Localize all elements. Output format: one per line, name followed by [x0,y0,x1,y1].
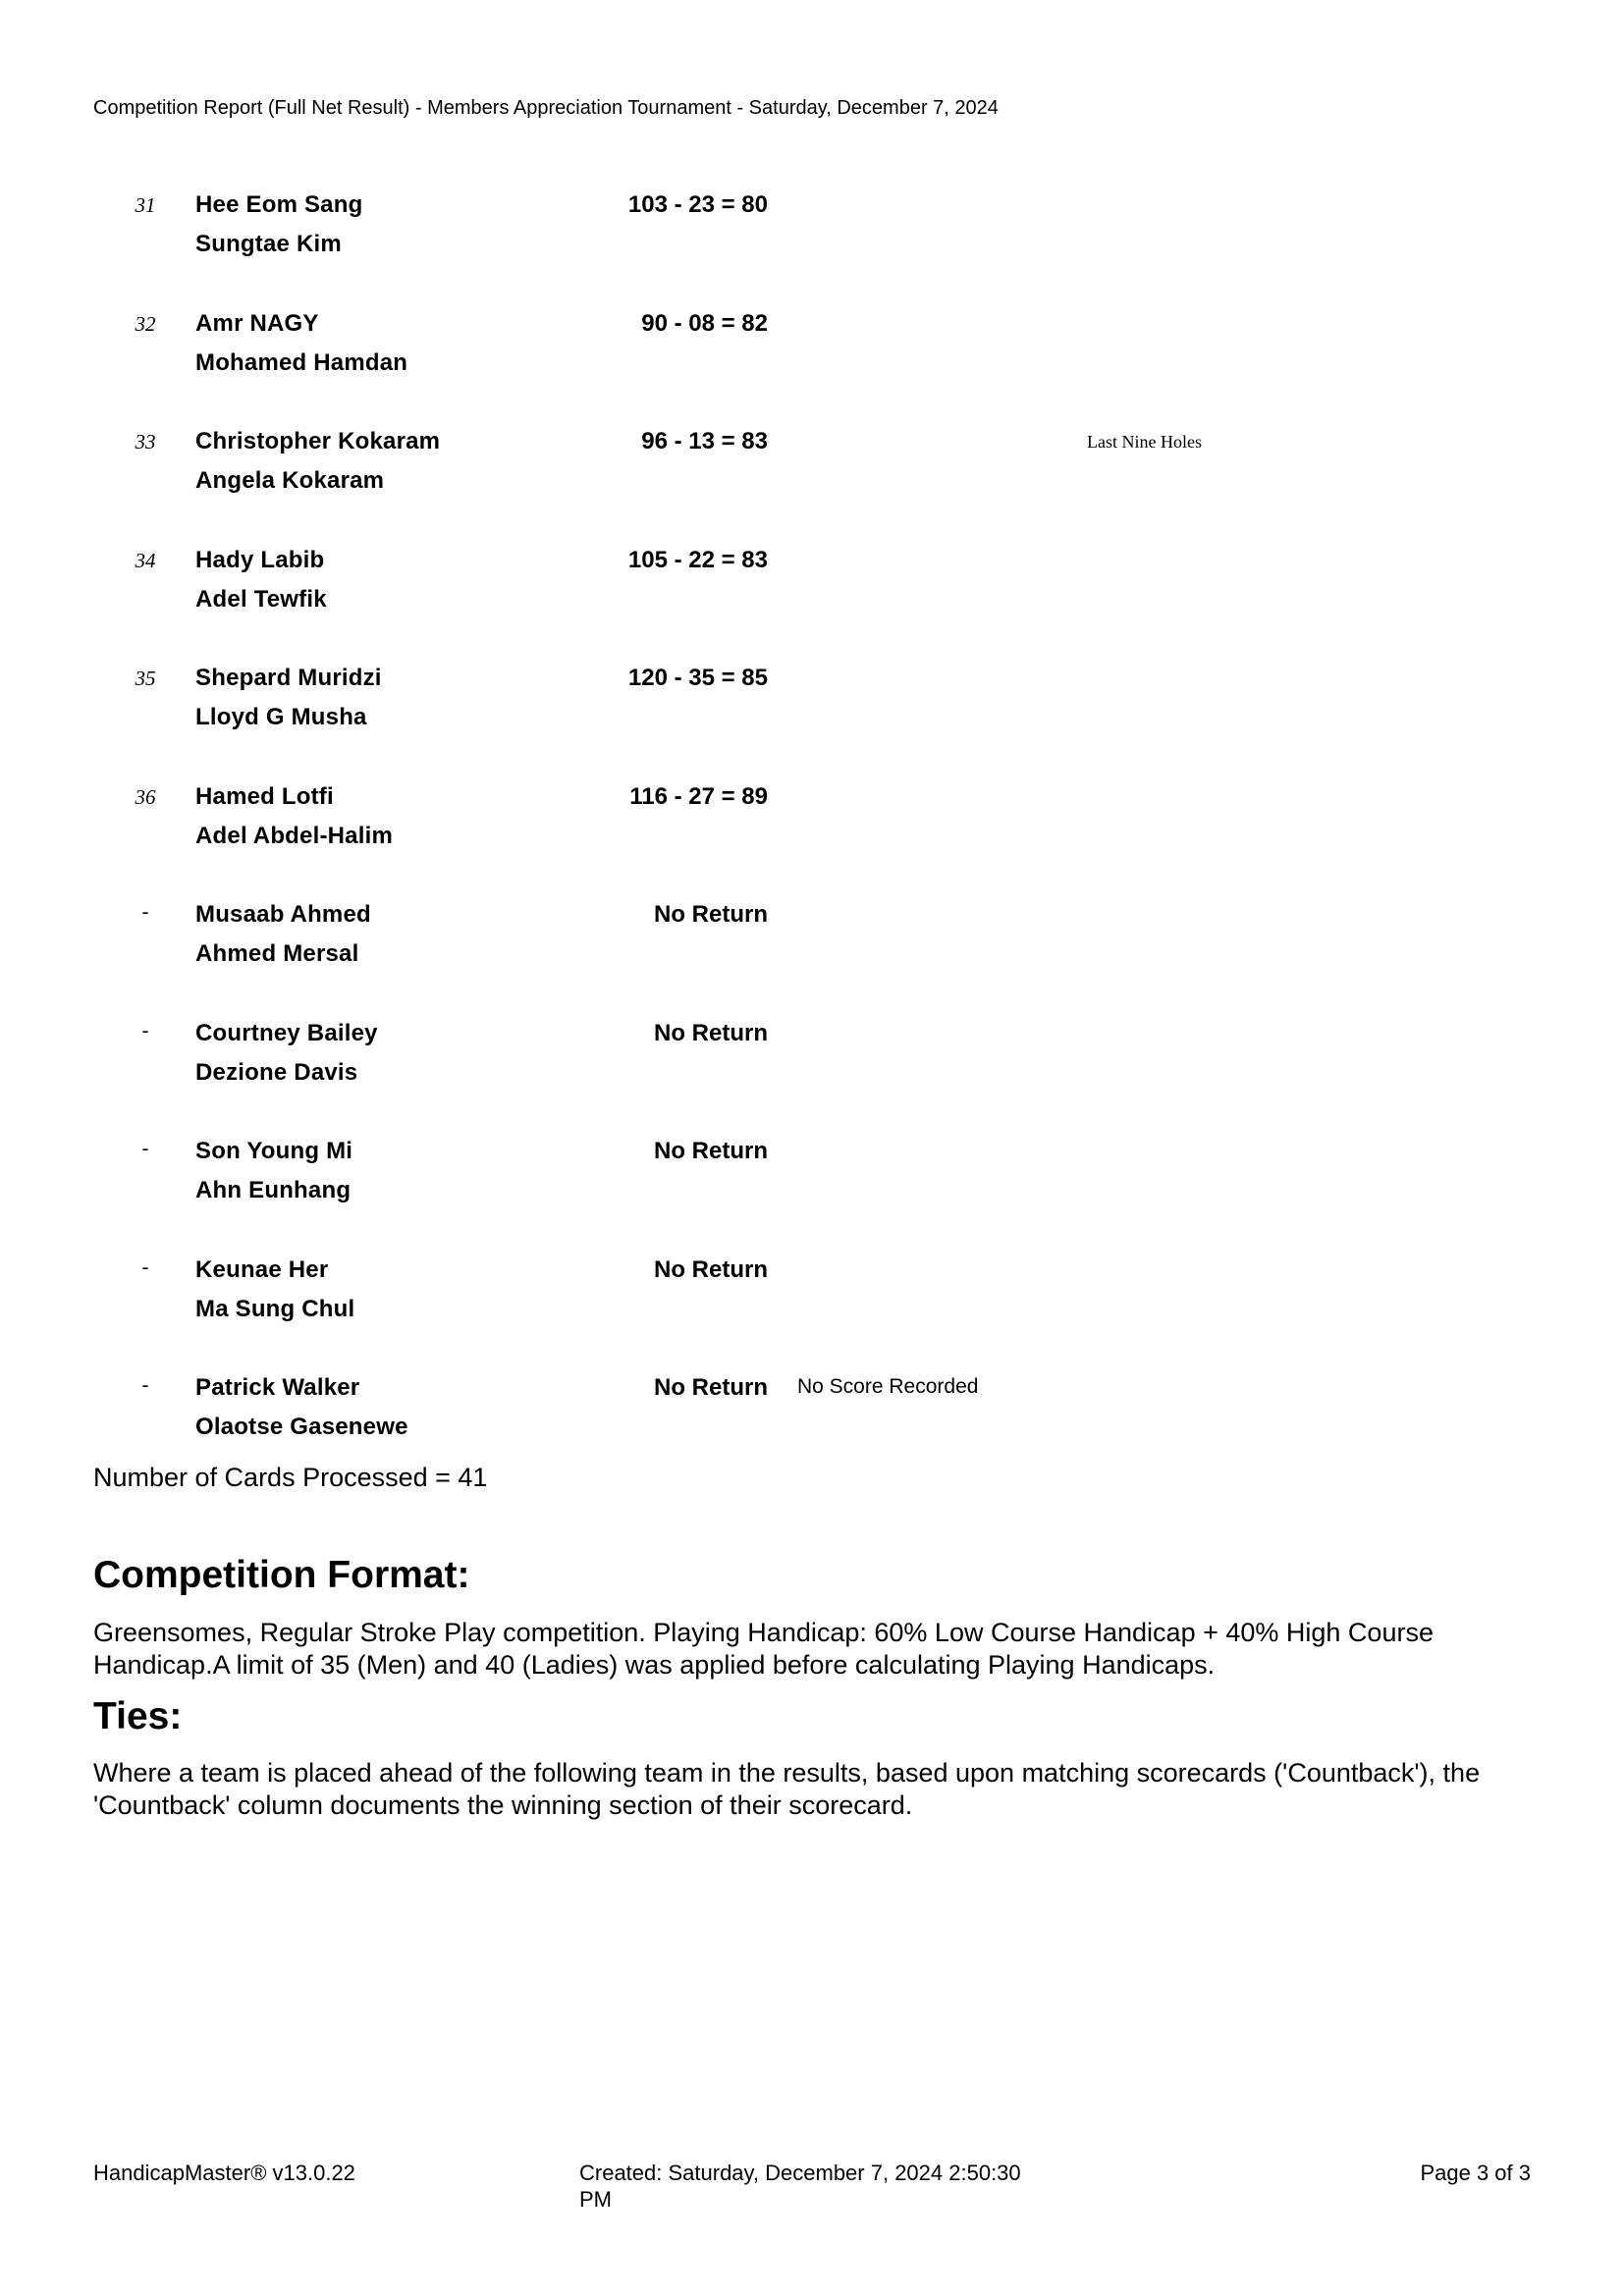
player-name-1: Shepard Muridzi [195,665,382,691]
result-score: No Return [654,1255,768,1283]
footer-created: Created: Saturday, December 7, 2024 2:50:30 PM [579,2161,1021,2212]
player-name-2: Adel Abdel-Halim [195,822,394,849]
result-row [0,1256,1624,1375]
player-name-1: Musaab Ahmed [195,901,371,928]
result-score: No Return [654,1374,768,1401]
footer-page: Page 3 of 3 [1420,2161,1531,2185]
result-position: - [141,1255,149,1279]
format-text: Greensomes, Regular Stroke Play competition. Playing Handicap: 60% Low Course Handicap + 40% High Course Handicap.A limit of 35 (Men) and 40 (Ladies) was applied before calculating Playing Handicaps. [93,1618,1434,1680]
result-position: - [141,1374,149,1397]
player-name-2: Olaotse Gasenewe [195,1414,408,1440]
result-score: 105 - 22 = 83 [627,546,768,573]
ties-heading: Ties: [93,1695,183,1737]
report-header: Competition Report (Full Net Result) - Members Appreciation Tournament - Saturday, December 7, 2024 [93,97,999,119]
ties-text: Where a team is placed ahead of the following team in the results, based upon matching scorecards ('Countback'), the 'Countback' column documents the winning section of their scorecard. [93,1758,1481,1820]
player-name-2: Ahmed Mersal [195,940,359,967]
countback-label: Last Nine Holes [1087,432,1202,452]
result-score: 120 - 35 = 85 [627,665,768,691]
player-name-2: Mohamed Hamdan [195,348,408,376]
result-row [0,547,1624,666]
result-row [0,1138,1624,1256]
player-name-1: Patrick Walker [195,1374,360,1401]
result-row [0,1020,1624,1139]
cards-processed: Number of Cards Processed = 41 [93,1463,488,1492]
result-score: 96 - 13 = 83 [641,428,768,454]
footer-software: HandicapMaster® v13.0.22 [93,2161,355,2185]
result-position: 35 [135,667,156,690]
player-name-2: Dezione Davis [195,1058,358,1086]
player-name-2: Angela Kokaram [195,467,385,494]
result-position: 32 [135,311,156,336]
result-row [0,428,1624,547]
result-position: - [141,1138,149,1160]
result-position: - [141,1019,149,1042]
player-name-1: Son Young Mi [195,1138,353,1164]
format-heading: Competition Format: [93,1554,470,1596]
player-name-2: Adel Tewfik [195,585,327,613]
result-score: No Return [654,901,768,928]
player-name-1: Amr NAGY [195,309,319,337]
player-name-1: Keunae Her [195,1255,329,1283]
result-note: No Score Recorded [797,1375,979,1398]
player-name-2: Lloyd G Musha [195,704,367,730]
result-position: 31 [135,193,156,217]
results-list [0,191,1624,1493]
player-name-1: Hamed Lotfi [195,782,334,810]
result-row [0,783,1624,902]
player-name-2: Ma Sung Chul [195,1295,355,1322]
player-name-1: Hee Eom Sang [195,191,363,218]
result-row [0,191,1624,310]
result-row [0,665,1624,783]
player-name-2: Ahn Eunhang [195,1177,352,1203]
result-score: 116 - 27 = 89 [629,782,768,810]
result-position: 36 [135,784,156,809]
result-position: 33 [135,430,156,454]
player-name-1: Hady Labib [195,546,325,573]
player-name-2: Sungtae Kim [195,231,342,257]
result-position: - [141,901,149,924]
player-name-1: Christopher Kokaram [195,428,441,454]
result-score: 103 - 23 = 80 [627,191,768,218]
result-score: No Return [654,1138,768,1164]
result-row [0,901,1624,1020]
result-score: No Return [654,1019,768,1046]
player-name-1: Courtney Bailey [195,1019,378,1046]
result-score: 90 - 08 = 82 [641,309,768,337]
result-position: 34 [135,548,156,572]
result-row [0,310,1624,429]
